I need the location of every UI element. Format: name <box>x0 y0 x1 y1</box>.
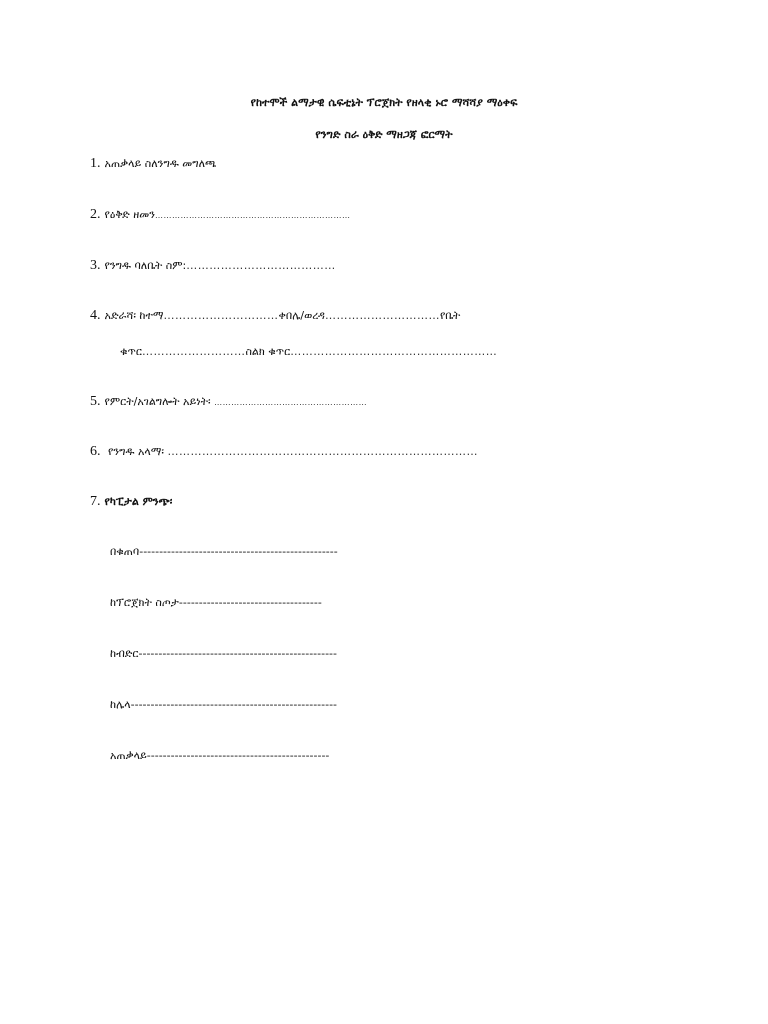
item-label: የምርት/አገልግሎት አይነት፡ <box>104 395 211 408</box>
item-4-continued <box>120 345 497 359</box>
item-label: ስልክ ቁጥር <box>245 345 291 358</box>
item-4 <box>90 308 460 324</box>
item-label: የዕቅድ ዘመን <box>104 208 155 221</box>
fill-in-blank[interactable]: ……………………………………………… <box>290 345 498 358</box>
capital-source-other <box>110 698 337 712</box>
capital-source-label: ከፕሮጀክት ስጦታ <box>110 596 179 609</box>
item-1 <box>90 156 216 172</box>
item-3 <box>90 258 336 274</box>
item-number: 2. <box>90 207 101 222</box>
capital-source-label: ከብድር <box>110 647 139 660</box>
item-label: የንግዱ ባለቤት ስም: <box>104 259 187 272</box>
item-label: የንግዱ አላማ፡ <box>108 445 164 458</box>
item-6 <box>90 444 478 460</box>
fill-in-blank[interactable]: ………………………… <box>163 309 279 322</box>
item-number: 7. <box>90 494 101 509</box>
capital-source-label: በቁጠባ <box>110 545 140 558</box>
fill-in-blank[interactable]: -------------------------------------------------- <box>139 545 338 558</box>
fill-in-blank[interactable]: …………………………………………………………… <box>154 211 351 220</box>
fill-in-blank[interactable]: ------------------------------------ <box>178 596 322 609</box>
fill-in-blank[interactable]: ………………………………… <box>186 259 336 272</box>
item-number: 6. <box>90 444 101 459</box>
item-label: አጠቃላይ ስለንግዱ መግለጫ <box>104 157 217 170</box>
capital-source-project-grant <box>110 596 322 610</box>
fill-in-blank[interactable]: ---------------------------------------------------- <box>130 698 338 711</box>
capital-source-label: አጠቃላይ <box>110 749 147 762</box>
capital-source-savings <box>110 545 338 559</box>
item-label: ቁጥር <box>120 345 142 358</box>
capital-source-loan <box>110 647 337 661</box>
item-number: 1. <box>90 156 101 171</box>
item-number: 4. <box>90 308 101 323</box>
item-label: ቀበሌ/ወረዳ <box>278 309 325 322</box>
item-2 <box>90 207 350 223</box>
item-7 <box>90 494 172 510</box>
fill-in-blank[interactable]: -------------------------------------------------- <box>138 647 337 660</box>
fill-in-blank[interactable]: ………………………… <box>324 309 440 322</box>
item-5 <box>90 394 367 410</box>
fill-in-blank[interactable]: ……………………………………………… <box>214 398 368 407</box>
fill-in-blank[interactable]: ---------------------------------------------- <box>146 749 330 762</box>
item-label: የቤት <box>439 309 461 322</box>
item-number: 3. <box>90 258 101 273</box>
capital-source-label: ከሌላ <box>110 698 131 711</box>
capital-source-total <box>110 749 329 763</box>
document-title: የከተሞች ልማታዊ ሴፍቲኔት ፕሮጀክት የዘላቂ ኑሮ ማሻሻያ ማዕቀፍ <box>250 96 518 109</box>
fill-in-blank[interactable]: ……………………………………………………………………… <box>167 445 478 458</box>
item-label: የካፒታል ምንጭ፡ <box>104 495 173 508</box>
document-subtitle: የንግድ ስራ ዕቅድ ማዘጋጃ ፎርማት <box>315 128 453 141</box>
item-number: 5. <box>90 394 101 409</box>
fill-in-blank[interactable]: ……………………… <box>141 345 246 358</box>
item-label: አድራሻ፡ ከተማ <box>104 309 164 322</box>
